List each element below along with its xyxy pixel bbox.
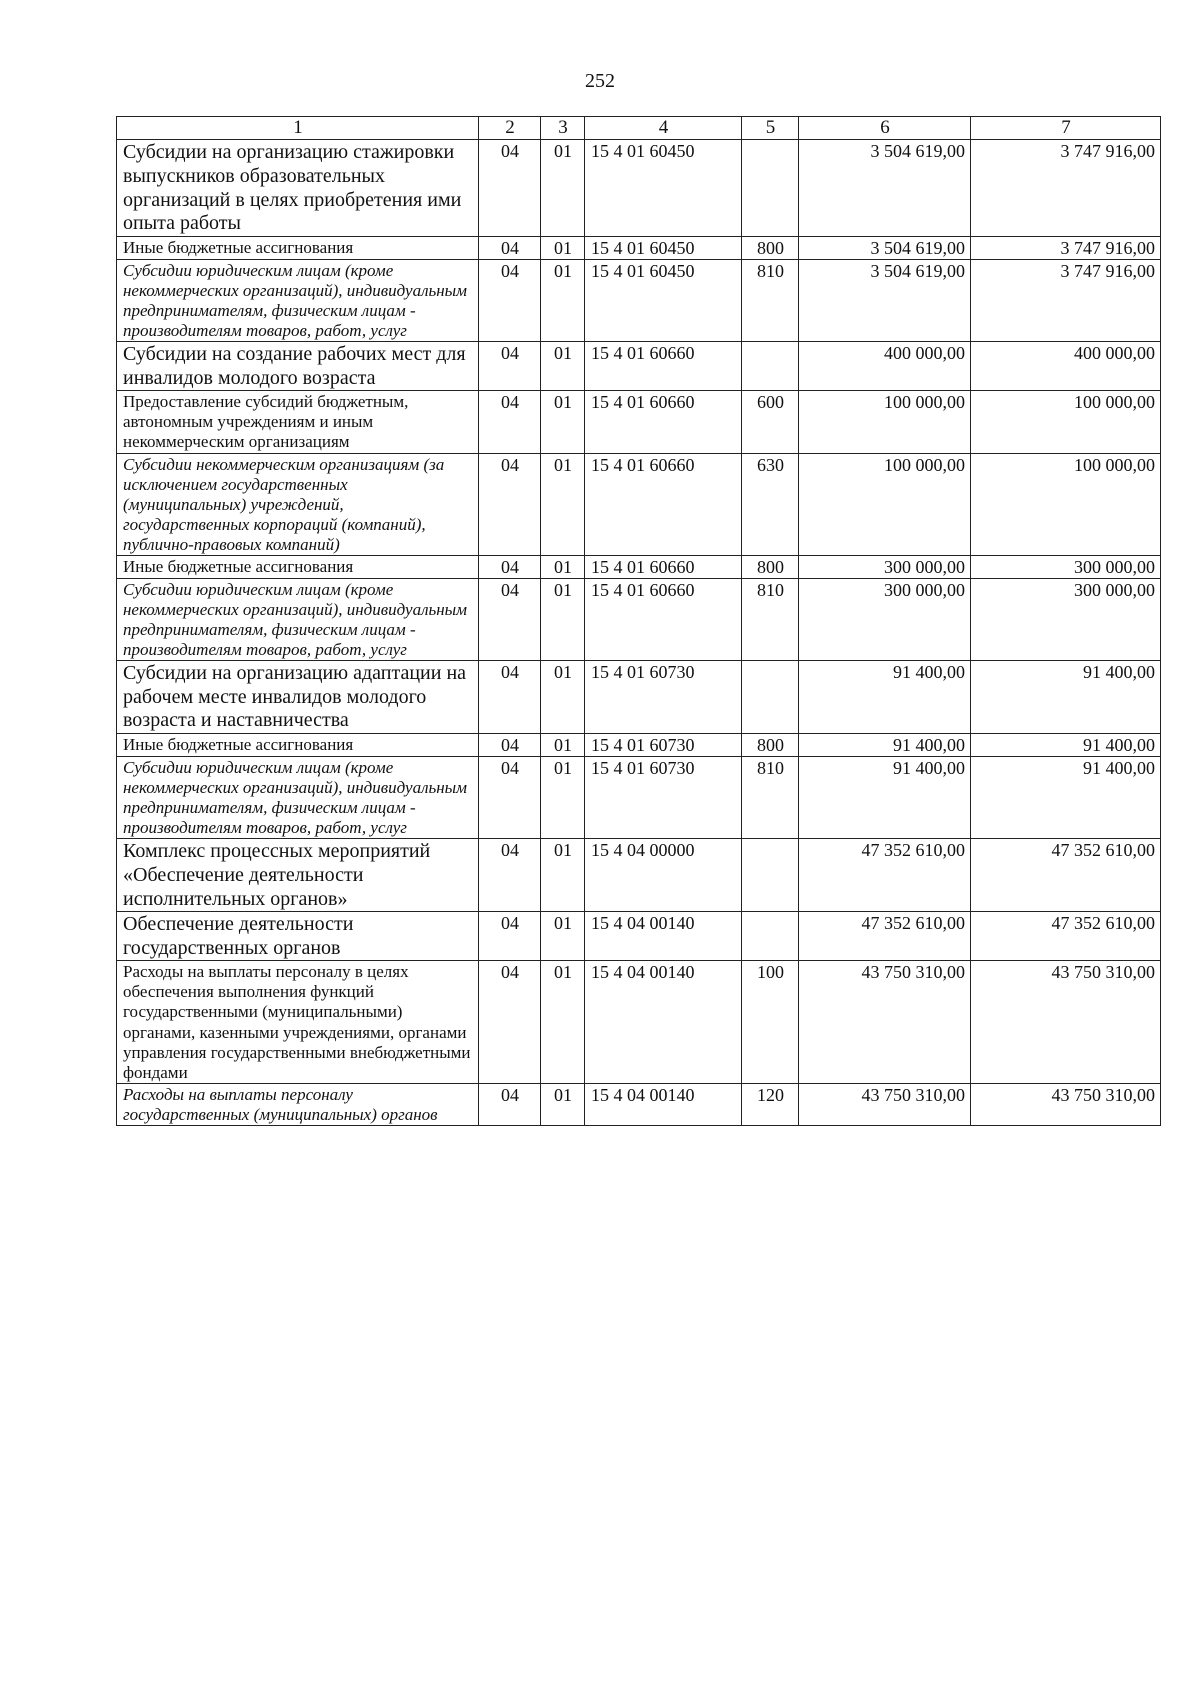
section-code-cell: 04 <box>479 453 541 555</box>
amount-year2-cell: 91 400,00 <box>971 757 1161 839</box>
table-row <box>117 757 1161 839</box>
target-article-cell: 15 4 01 60660 <box>585 391 742 453</box>
subsection-code-cell: 01 <box>541 391 585 453</box>
section-code-cell: 04 <box>479 236 541 259</box>
amount-year2-cell: 91 400,00 <box>971 733 1161 756</box>
amount-year1-cell: 47 352 610,00 <box>799 839 971 912</box>
amount-year2-cell: 47 352 610,00 <box>971 912 1161 961</box>
expense-type-cell: 600 <box>742 391 799 453</box>
amount-year1-cell: 300 000,00 <box>799 579 971 661</box>
expense-name-cell: Субсидии на организацию адаптации на рабочем месте инвалидов молодого возраста и наставничества <box>117 661 479 734</box>
subsection-code-cell: 01 <box>541 236 585 259</box>
amount-year2-cell: 47 352 610,00 <box>971 839 1161 912</box>
expense-name-cell: Предоставление субсидий бюджетным, автономным учреждениям и иным некоммерческим организациям <box>117 391 479 453</box>
amount-year2-cell: 3 747 916,00 <box>971 236 1161 259</box>
table-row <box>117 661 1161 734</box>
expense-type-cell <box>742 912 799 961</box>
table-row <box>117 733 1161 756</box>
expense-type-cell <box>742 661 799 734</box>
amount-year1-cell: 43 750 310,00 <box>799 961 971 1083</box>
target-article-cell: 15 4 01 60450 <box>585 140 742 236</box>
target-article-cell: 15 4 01 60450 <box>585 260 742 342</box>
expense-type-cell: 630 <box>742 453 799 555</box>
section-code-cell: 04 <box>479 260 541 342</box>
target-article-cell: 15 4 01 60730 <box>585 733 742 756</box>
amount-year2-cell: 3 747 916,00 <box>971 140 1161 236</box>
section-code-cell: 04 <box>479 733 541 756</box>
amount-year2-cell: 300 000,00 <box>971 555 1161 578</box>
table-row <box>117 579 1161 661</box>
amount-year2-cell: 3 747 916,00 <box>971 260 1161 342</box>
amount-year1-cell: 3 504 619,00 <box>799 236 971 259</box>
expense-name-cell: Расходы на выплаты персоналу в целях обеспечения выполнения функций государственными (муниципальными) органами, казенными учреждениями, органами управления государственными внебюджетными фондами <box>117 961 479 1083</box>
section-code-cell: 04 <box>479 391 541 453</box>
amount-year2-cell: 400 000,00 <box>971 342 1161 391</box>
subsection-code-cell: 01 <box>541 839 585 912</box>
table-body <box>117 140 1161 1125</box>
target-article-cell: 15 4 04 00140 <box>585 1083 742 1125</box>
subsection-code-cell: 01 <box>541 579 585 661</box>
target-article-cell: 15 4 01 60660 <box>585 453 742 555</box>
subsection-code-cell: 01 <box>541 1083 585 1125</box>
expense-type-cell <box>742 839 799 912</box>
section-code-cell: 04 <box>479 342 541 391</box>
expense-name-cell: Расходы на выплаты персоналу государственных (муниципальных) органов <box>117 1083 479 1125</box>
section-code-cell: 04 <box>479 912 541 961</box>
subsection-code-cell: 01 <box>541 733 585 756</box>
section-code-cell: 04 <box>479 555 541 578</box>
expense-type-cell: 800 <box>742 236 799 259</box>
table-row <box>117 260 1161 342</box>
section-code-cell: 04 <box>479 961 541 1083</box>
subsection-code-cell: 01 <box>541 757 585 839</box>
target-article-cell: 15 4 01 60450 <box>585 236 742 259</box>
target-article-cell: 15 4 01 60660 <box>585 579 742 661</box>
expense-type-cell <box>742 140 799 236</box>
amount-year1-cell: 100 000,00 <box>799 391 971 453</box>
target-article-cell: 15 4 04 00000 <box>585 839 742 912</box>
target-article-cell: 15 4 01 60730 <box>585 757 742 839</box>
section-code-cell: 04 <box>479 1083 541 1125</box>
expense-type-cell: 120 <box>742 1083 799 1125</box>
section-code-cell: 04 <box>479 839 541 912</box>
expense-name-cell: Комплекс процессных мероприятий «Обеспечение деятельности исполнительных органов» <box>117 839 479 912</box>
budget-table <box>116 116 1161 1126</box>
expense-type-cell: 800 <box>742 555 799 578</box>
amount-year2-cell: 43 750 310,00 <box>971 1083 1161 1125</box>
column-header: 6 <box>799 117 971 140</box>
expense-type-cell: 810 <box>742 260 799 342</box>
amount-year1-cell: 43 750 310,00 <box>799 1083 971 1125</box>
page-number: 252 <box>585 70 615 92</box>
expense-name-cell: Субсидии на создание рабочих мест для инвалидов молодого возраста <box>117 342 479 391</box>
subsection-code-cell: 01 <box>541 661 585 734</box>
expense-name-cell: Субсидии юридическим лицам (кроме некоммерческих организаций), индивидуальным предпринимателям, физическим лицам - производителям товаров, работ, услуг <box>117 579 479 661</box>
section-code-cell: 04 <box>479 140 541 236</box>
table-row <box>117 453 1161 555</box>
amount-year1-cell: 47 352 610,00 <box>799 912 971 961</box>
table-row <box>117 839 1161 912</box>
subsection-code-cell: 01 <box>541 342 585 391</box>
amount-year1-cell: 91 400,00 <box>799 661 971 734</box>
amount-year2-cell: 91 400,00 <box>971 661 1161 734</box>
amount-year2-cell: 300 000,00 <box>971 579 1161 661</box>
expense-name-cell: Субсидии на организацию стажировки выпускников образовательных организаций в целях приобретения ими опыта работы <box>117 140 479 236</box>
subsection-code-cell: 01 <box>541 912 585 961</box>
amount-year2-cell: 100 000,00 <box>971 453 1161 555</box>
table-row <box>117 342 1161 391</box>
target-article-cell: 15 4 01 60730 <box>585 661 742 734</box>
amount-year1-cell: 300 000,00 <box>799 555 971 578</box>
amount-year1-cell: 91 400,00 <box>799 757 971 839</box>
subsection-code-cell: 01 <box>541 260 585 342</box>
target-article-cell: 15 4 04 00140 <box>585 961 742 1083</box>
expense-type-cell <box>742 342 799 391</box>
section-code-cell: 04 <box>479 757 541 839</box>
expense-name-cell: Иные бюджетные ассигнования <box>117 555 479 578</box>
amount-year1-cell: 100 000,00 <box>799 453 971 555</box>
subsection-code-cell: 01 <box>541 961 585 1083</box>
table-row <box>117 391 1161 453</box>
section-code-cell: 04 <box>479 661 541 734</box>
amount-year2-cell: 43 750 310,00 <box>971 961 1161 1083</box>
section-code-cell: 04 <box>479 579 541 661</box>
expense-type-cell: 800 <box>742 733 799 756</box>
column-header: 4 <box>585 117 742 140</box>
column-header: 7 <box>971 117 1161 140</box>
target-article-cell: 15 4 01 60660 <box>585 555 742 578</box>
header-row <box>117 117 1161 140</box>
expense-name-cell: Иные бюджетные ассигнования <box>117 236 479 259</box>
amount-year1-cell: 91 400,00 <box>799 733 971 756</box>
column-header: 3 <box>541 117 585 140</box>
column-header: 5 <box>742 117 799 140</box>
expense-type-cell: 810 <box>742 579 799 661</box>
table-row <box>117 912 1161 961</box>
expense-name-cell: Иные бюджетные ассигнования <box>117 733 479 756</box>
expense-type-cell: 100 <box>742 961 799 1083</box>
subsection-code-cell: 01 <box>541 555 585 578</box>
table-row <box>117 555 1161 578</box>
table-row <box>117 140 1161 236</box>
column-header: 2 <box>479 117 541 140</box>
table-row <box>117 961 1161 1083</box>
column-header: 1 <box>117 117 479 140</box>
amount-year1-cell: 400 000,00 <box>799 342 971 391</box>
target-article-cell: 15 4 04 00140 <box>585 912 742 961</box>
table-row <box>117 236 1161 259</box>
expense-name-cell: Субсидии некоммерческим организациям (за исключением государственных (муниципальных) учреждений, государственных корпораций (компаний), публично-правовых компаний) <box>117 453 479 555</box>
amount-year2-cell: 100 000,00 <box>971 391 1161 453</box>
target-article-cell: 15 4 01 60660 <box>585 342 742 391</box>
expense-type-cell: 810 <box>742 757 799 839</box>
amount-year1-cell: 3 504 619,00 <box>799 260 971 342</box>
subsection-code-cell: 01 <box>541 453 585 555</box>
expense-name-cell: Обеспечение деятельности государственных органов <box>117 912 479 961</box>
expense-name-cell: Субсидии юридическим лицам (кроме некоммерческих организаций), индивидуальным предпринимателям, физическим лицам - производителям товаров, работ, услуг <box>117 260 479 342</box>
table-row <box>117 1083 1161 1125</box>
expense-name-cell: Субсидии юридическим лицам (кроме некоммерческих организаций), индивидуальным предпринимателям, физическим лицам - производителям товаров, работ, услуг <box>117 757 479 839</box>
amount-year1-cell: 3 504 619,00 <box>799 140 971 236</box>
subsection-code-cell: 01 <box>541 140 585 236</box>
